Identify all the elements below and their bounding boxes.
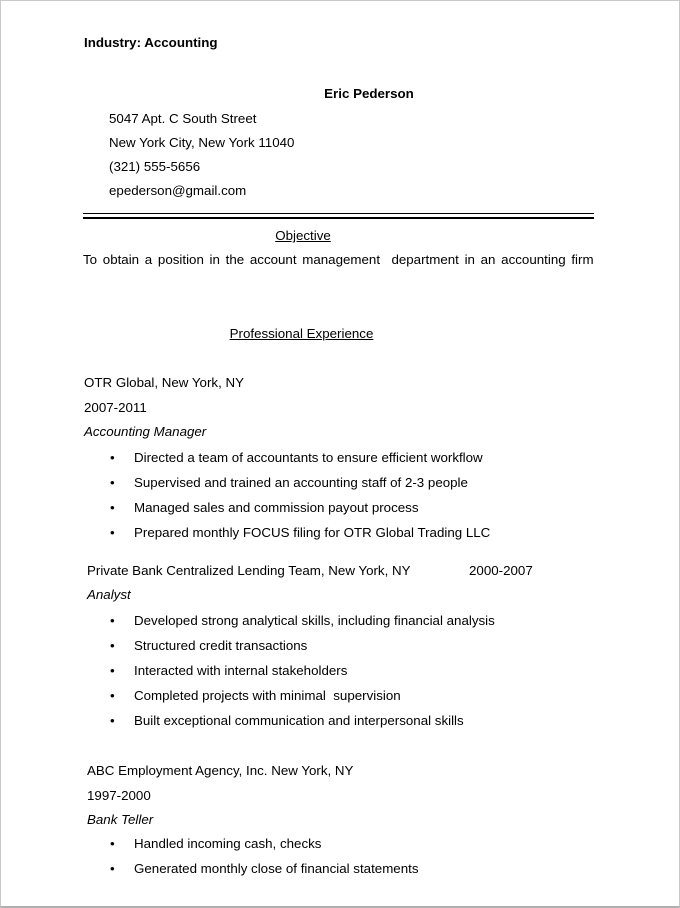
address-line-1: 5047 Apt. C South Street xyxy=(109,111,257,126)
job-bullet: • Generated monthly close of financial statements xyxy=(84,856,419,881)
header-divider-double-rule xyxy=(83,213,594,219)
job-bullet-list xyxy=(84,608,495,733)
job-bullet: • Directed a team of accountants to ensure efficient workflow xyxy=(84,445,490,470)
job-bullet: • Developed strong analytical skills, including financial analysis xyxy=(84,608,495,633)
job-dates: 1997-2000 xyxy=(87,788,151,803)
job-company: ABC Employment Agency, Inc. New York, NY xyxy=(87,763,354,778)
industry-label: Industry: Accounting xyxy=(84,35,218,50)
job-bullet: • Prepared monthly FOCUS filing for OTR Global Trading LLC xyxy=(84,520,490,545)
job-bullet: • Structured credit transactions xyxy=(84,633,495,658)
job-bullet: • Handled incoming cash, checks xyxy=(84,831,419,856)
job-dates: 2007-2011 xyxy=(84,400,147,415)
job-bullet: • Built exceptional communication and interpersonal skills xyxy=(84,708,495,733)
job-title: Bank Teller xyxy=(87,812,154,827)
job-bullet: • Supervised and trained an accounting staff of 2-3 people xyxy=(84,470,490,495)
job-bullet: • Interacted with internal stakeholders xyxy=(84,658,495,683)
email-address: epederson@gmail.com xyxy=(109,183,247,198)
job-title: Analyst xyxy=(87,587,131,602)
address-line-2: New York City, New York 11040 xyxy=(109,135,295,150)
job-company: OTR Global, New York, NY xyxy=(84,375,244,390)
candidate-name: Eric Pederson xyxy=(324,86,414,101)
job-bullet-list xyxy=(84,445,490,545)
job-bullet: • Managed sales and commission payout process xyxy=(84,495,490,520)
job-bullet-list xyxy=(84,831,419,881)
objective-text: To obtain a position in the account management department in an accounting firm xyxy=(83,252,594,267)
job-company: Private Bank Centralized Lending Team, New York, NY xyxy=(87,563,411,578)
job-dates: 2000-2007 xyxy=(469,563,533,578)
job-bullet: • Completed projects with minimal supervision xyxy=(84,683,495,708)
phone-number: (321) 555-5656 xyxy=(109,159,201,174)
experience-heading: Professional Experience xyxy=(229,326,374,341)
objective-heading: Objective xyxy=(275,228,331,243)
job-title: Accounting Manager xyxy=(84,424,207,439)
